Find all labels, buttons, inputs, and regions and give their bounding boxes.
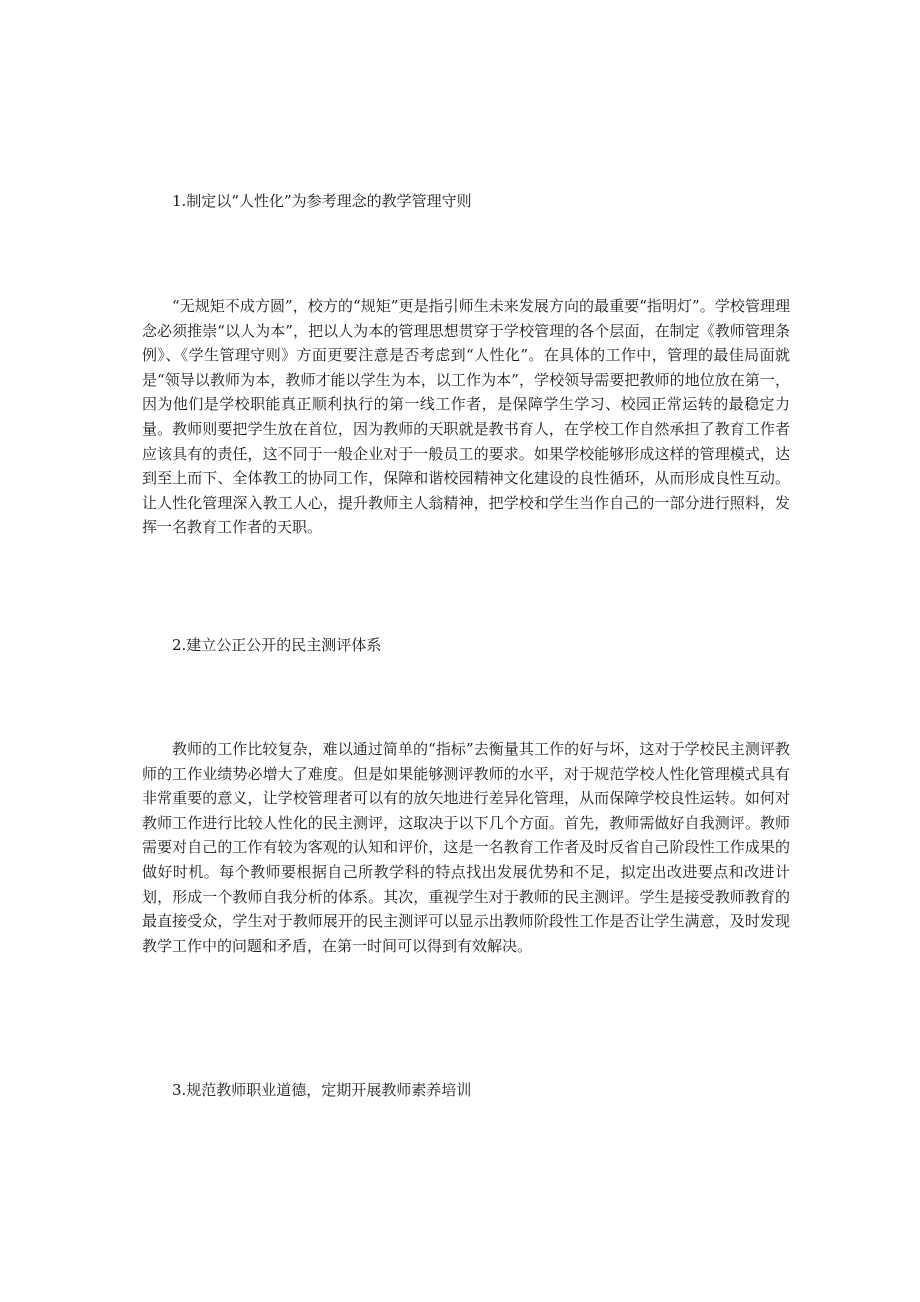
section-heading-2: 2.建立公正公开的民主测评体系: [172, 636, 382, 654]
section-paragraph-2: 教师的工作比较复杂，难以通过简单的“指标”去衡量其工作的好与坏，这对于学校民主测评教师的工作业绩势必增大了难度。但是如果能够测评教师的水平，对于规范学校人性化管理模式具有非常重要的意义，让学校管理者可以有的放矢地进行差异化管理，从而保障学校良性运转。如何对教师工作进行比较人性化的民主测评，这取决于以下几个方面。首先，教师需做好自我测评。教师需要对自己的工作有较为客观的认知和评价，这是一名教育工作者及时反省自己阶段性工作成果的做好时机。每个教师要根据自己所教学科的特点找出发展优势和不足，拟定出改进要点和改进计划，形成一个教师自我分析的体系。其次，重视学生对于教师的民主测评。学生是接受教师教育的最直接受众，学生对于教师展开的民主测评可以显示出教师阶段性工作是否让学生满意，及时发现教学工作中的问题和矛盾，在第一时间可以得到有效解决。: [142, 740, 790, 955]
section-heading-3: 3.规范教师职业道德，定期开展教师素养培训: [172, 1081, 472, 1099]
section-heading-1: 1.制定以“人性化”为参考理念的教学管理守则: [172, 192, 472, 210]
section-paragraph-1: “无规矩不成方圆”，校方的“规矩”更是指引师生未来发展方向的最重要“指明灯”。学校管理理念必须推崇“以人为本”，把以人为本的管理思想贯穿于学校管理的各个层面，在制定《教师管理条例》、《学生管理守则》方面更要注意是否考虑到“人性化”。在具体的工作中，管理的最佳局面就是“领导以教师为本，教师才能以学生为本，以工作为本”，学校领导需要把教师的地位放在第一，因为他们是学校职能真正顺利执行的第一线工作者，是保障学生学习、校园正常运转的最稳定力量。教师则要把学生放在首位，因为教师的天职就是教书育人，在学校工作自然承担了教育工作者应该具有的责任，这不同于一般企业对于一般员工的要求。如果学校能够形成这样的管理模式，达到至上而下、全体教工的协同工作，保障和谐校园精神文化建设的良性循环，从而形成良性互动。让人性化管理深入教工人心，提升教师主人翁精神，把学校和学生当作自己的一部分进行照料，发挥一名教育工作者的天职。: [142, 297, 790, 537]
